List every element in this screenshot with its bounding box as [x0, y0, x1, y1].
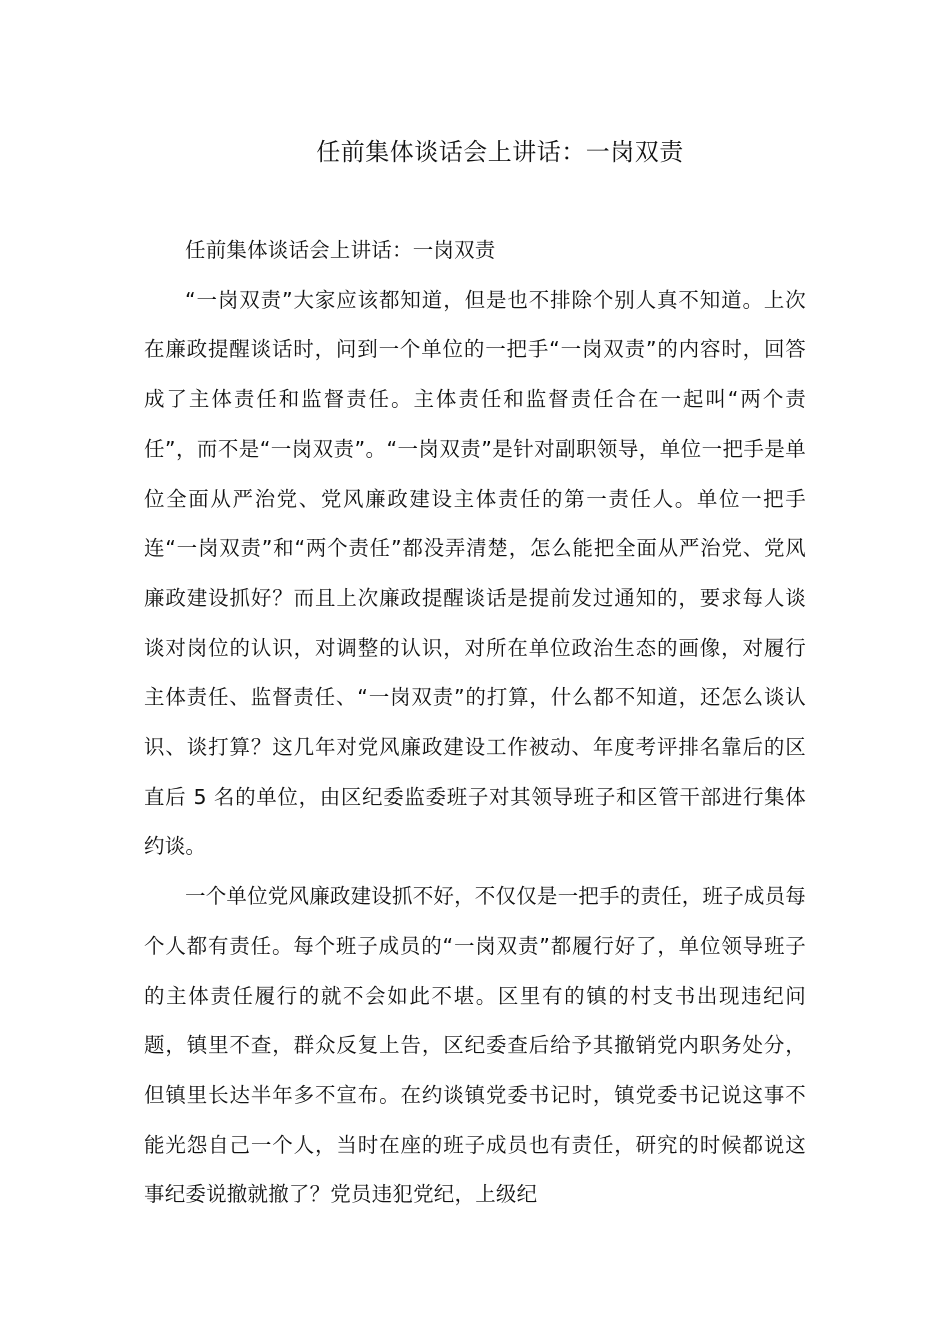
paragraph: 任前集体谈话会上讲话：一岗双责 [185, 238, 496, 262]
paragraph: “一岗双责”大家应该都知道，但是也不排除个别人真不知道。上次在廉政提醒谈话时，问到一个单位的一把手“一岗双责”的内容时，回答成了主体责任和监督责任。主体责任和监督责任合在一起叫“两个责任”，而不是“一岗双责”。“一岗双责”是针对副职领导，单位一把手是单位全面从严治党、党风廉政建设主体责任的第一责任人。单位一把手连“一岗双责”和“两个责任”都没弄清楚，怎么能把全面从严治党、党风廉政建设抓好？而且上次廉政提醒谈话是提前发过通知的，要求每人谈谈对岗位的认识，对调整的认识，对所在单位政治生态的画像，对履行主体责任、监督责任、“一岗双责”的打算，什么都不知道，还怎么谈认识、谈打算？这几年对党风廉政建设工作被动、年度考评排名靠后的区直后 5 名的单位，由区纪委监委班子对其领导班子和区管干部进行集体约谈。 [144, 287, 806, 859]
document-body [144, 226, 806, 1220]
document-title: 任前集体谈话会上讲话：一岗双责 [316, 138, 684, 166]
paragraph: 一个单位党风廉政建设抓不好，不仅仅是一把手的责任，班子成员每个人都有责任。每个班子成员的“一岗双责”都履行好了，单位领导班子的主体责任履行的就不会如此不堪。区里有的镇的村支书出现违纪问题，镇里不查，群众反复上告，区纪委查后给予其撤销党内职务处分，但镇里长达半年多不宣布。在约谈镇党委书记时，镇党委书记说这事不能光怨自己一个人，当时在座的班子成员也有责任，研究的时候都说这事纪委说撤就撤了？党员违犯党纪，上级纪 [144, 884, 806, 1207]
